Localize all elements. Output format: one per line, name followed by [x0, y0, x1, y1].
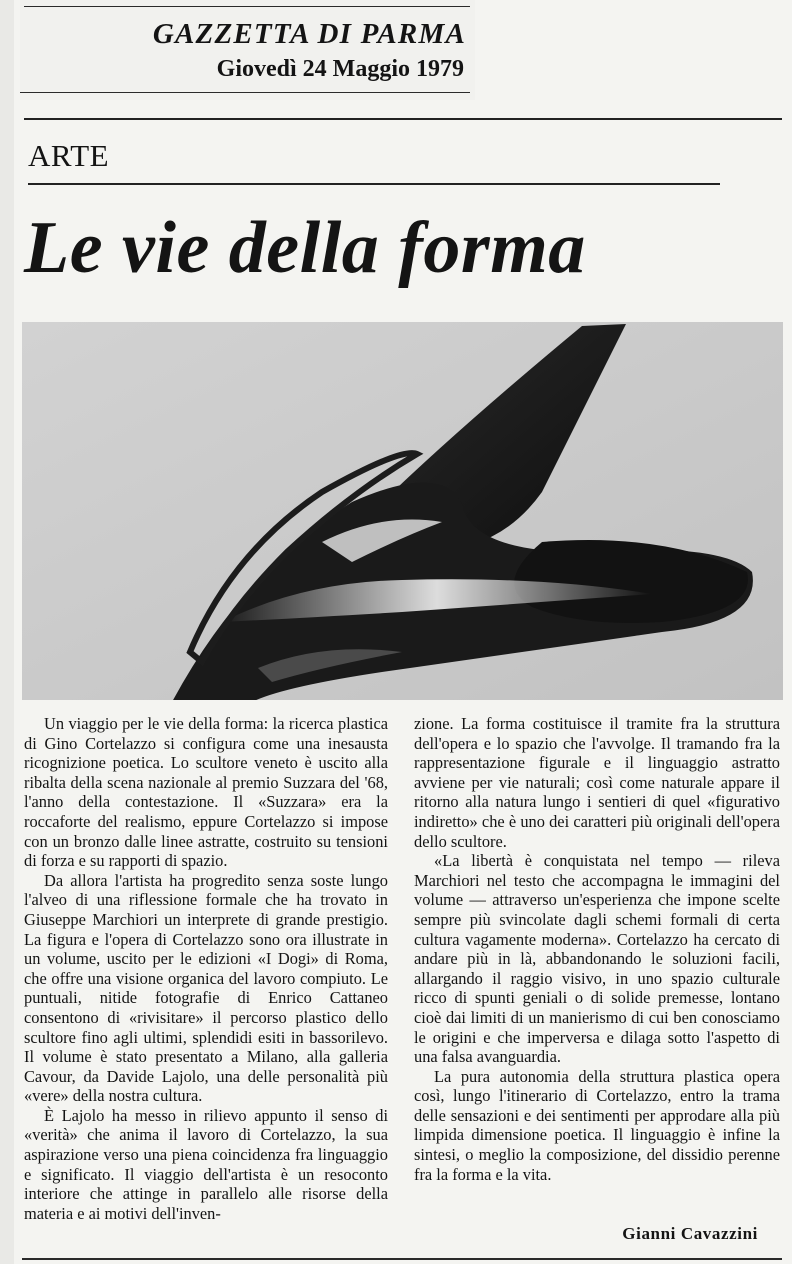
sculpture-image	[22, 322, 783, 700]
article-paragraph: Da allora l'artista ha progredito senza soste lungo l'alveo di una riflessione formale che ha trovato in Giuseppe Marchiori un interprete di grande prestigio. La figura e l'opera di Cortelazzo sono ora illustrate in un volume, uscito per le edizioni «I Dogi» di Roma, che offre una visione organica del lavoro compiuto. Le puntuali, nitide fotografie di Enrico Cattaneo consentono di «rivisitare» il percorso plastico dello scultore fino agli ultimi, splendidi esiti in bassorilevo. Il volume è stato presentato a Milano, alla galleria Cavour, da Davide Lajolo, una delle personalità più «vere» della nostra cultura.	[24, 870, 388, 1106]
sculpture-photo	[22, 322, 783, 700]
article-paragraph: zione. La forma costituisce il tramite fra la struttura dell'opera e lo spazio che l'avvolge. Il tramando fra la rappresentazione figurale e il linguaggio astratto avviene per vie naturali; così come naturale appare il ritorno alla natura lungo i sentieri di quel «figurativo indiretto» che è uno dei caratteri più originali dell'opera dello scultore.	[414, 714, 780, 851]
article-paragraph: «La libertà è conquistata nel tempo — rileva Marchiori nel testo che accompagna le immagini del volume — attraverso un'esperienza che impone scelte sempre più svincolate dagli schemi formali di certa cultura vagamente moderna». Cortelazzo ha cercato di andare più in là, abbandonando le soluzioni facili, allargando il raggio visivo, in uno spazio culturale ricco di spunti geniali o di solide premesse, lontano cioè dai limiti di un manierismo di cui ben conosciamo le origini e che imperversa e dilaga sotto l'aspetto di una falsa avanguardia.	[414, 851, 780, 1067]
article-column-right	[414, 714, 780, 1184]
page-top-rule	[24, 118, 782, 120]
masthead-top-rule	[24, 6, 470, 7]
author-byline: Gianni Cavazzini	[622, 1224, 758, 1243]
section-rule	[28, 183, 720, 185]
article-paragraph: La pura autonomia della struttura plastica opera così, lungo l'itinerario di Cortelazzo, entro la trama delle sensazioni e dei sentimenti per approdare alla più limpida dimensione poetica. Il linguaggio è infine la sintesi, o meglio la composizione, del dissidio perenne fra la forma e la vita.	[414, 1066, 780, 1184]
section-label: ARTE	[28, 138, 110, 173]
page-bottom-rule	[22, 1258, 782, 1260]
publication-date: Giovedì 24 Maggio 1979	[216, 56, 464, 82]
newspaper-name: GAZZETTA DI PARMA	[152, 18, 466, 50]
article-column-left	[24, 714, 388, 1223]
article-paragraph: È Lajolo ha messo in rilievo appunto il senso di «verità» che anima il lavoro di Cortelazzo, la sua aspirazione verso una piena coincidenza fra linguaggio e significato. Il viaggio dell'artista è un resoconto interiore che attinge in parallelo alle risorse della materia e ai motivi dell'inven-	[24, 1105, 388, 1223]
masthead-bottom-rule	[20, 92, 470, 93]
masthead	[20, 0, 475, 100]
paper-shadow	[0, 0, 14, 1264]
article-paragraph: Un viaggio per le vie della forma: la ricerca plastica di Gino Cortelazzo si configura come una inesausta ricognizione poetica. Lo scultore veneto è uscito alla ribalta della scena nazionale al premio Suzzara del '68, l'anno della contestazione. Il «Suzzara» era la roccaforte del realismo, eppure Cortelazzo si impose con un bronzo dalle linee astratte, costruito su tensioni di forza e su rapporti di spazio.	[24, 714, 388, 871]
headline: Le vie della forma	[24, 207, 586, 289]
